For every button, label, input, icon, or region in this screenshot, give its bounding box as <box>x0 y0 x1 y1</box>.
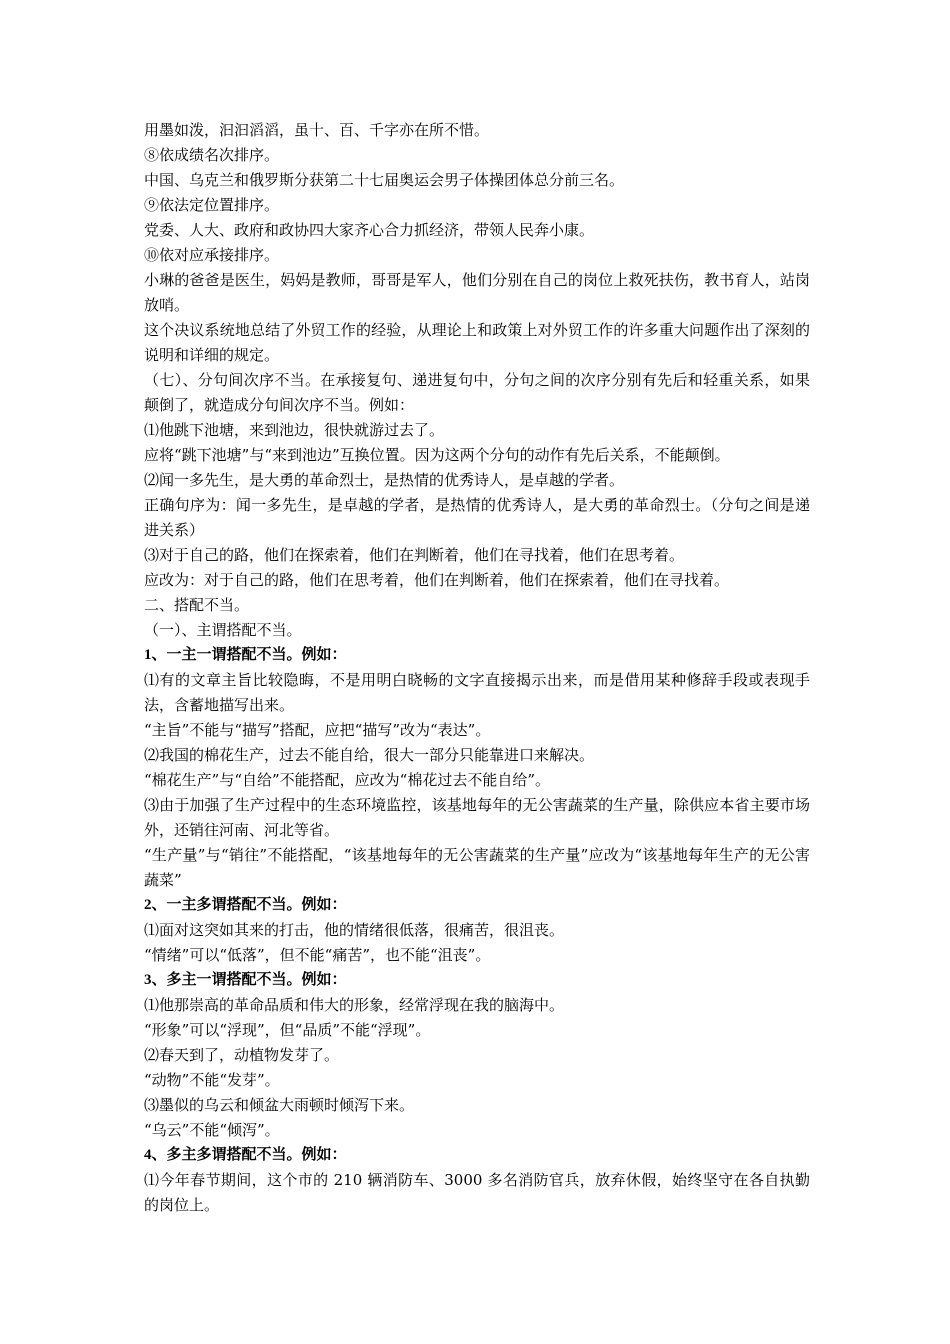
example-explanation: 正确句序为：闻一多先生，是卓越的学者，是热情的优秀诗人，是大勇的革命烈士。（分句之间是递进关系） <box>144 496 810 539</box>
example-sentence: ⑵我国的棉花生产，过去不能自给，很大一部分只能靠进口来解决。 <box>144 746 595 764</box>
example-explanation: “棉花生产”与“自给”不能搭配，应改为“棉花过去不能自给”。 <box>144 771 551 789</box>
example-explanation: “情绪”可以“低落”，但不能“痛苦”，也不能“沮丧”。 <box>144 946 491 964</box>
example-explanation: “形象”可以“浮现”，但“品质”不能“浮现”。 <box>144 1021 431 1039</box>
example-sentence: ⑵闻一多先生，是大勇的革命烈士，是热情的优秀诗人，是卓越的学者。 <box>144 471 625 489</box>
paragraph-line: 中国、乌克兰和俄罗斯分获第二十七届奥运会男子体操团体总分前三名。 <box>144 171 625 189</box>
numbered-heading: 2、一主多谓搭配不当。例如： <box>144 897 347 913</box>
example-explanation: 应改为：对于自己的路，他们在思考着，他们在判断着，他们在探索着，他们在寻找着。 <box>144 571 730 589</box>
paragraph-line: 用墨如泼，汩汩滔滔，虽十、百、千字亦在所不惜。 <box>144 121 490 139</box>
subsection-heading: （一）、主谓搭配不当。 <box>144 621 302 639</box>
paragraph-line: 小琳的爸爸是医生，妈妈是教师，哥哥是军人，他们分别在自己的岗位上救死扶伤，教书育人，站岗放哨。 <box>144 271 810 314</box>
example-explanation: “乌云”不能“倾泻”。 <box>144 1121 280 1139</box>
example-sentence: ⑶对于自己的路，他们在探索着，他们在判断着，他们在寻找着，他们在思考着。 <box>144 546 685 564</box>
example-explanation: “动物”不能“发芽”。 <box>144 1071 280 1089</box>
section-paragraph: （七）、分句间次序不当。在承接复句、递进复句中，分句之间的次序分别有先后和轻重关系，如果颠倒了，就造成分句间次序不当。例如： <box>144 371 810 414</box>
document-body <box>144 118 810 1218</box>
example-sentence: ⑶由于加强了生产过程中的生态环境监控，该基地每年的无公害蔬菜的生产量，除供应本省主要市场外，还销往河南、河北等省。 <box>144 796 810 839</box>
example-explanation: “主旨”不能与“描写”搭配，应把“描写”改为“表达”。 <box>144 721 491 739</box>
example-sentence: ⑴面对这突如其来的打击，他的情绪很低落，很痛苦，很沮丧。 <box>144 921 565 939</box>
numbered-heading: 3、多主一谓搭配不当。例如： <box>144 972 347 988</box>
numbered-heading: 1、一主一谓搭配不当。例如： <box>144 647 347 663</box>
numbered-heading: 4、多主多谓搭配不当。例如： <box>144 1147 347 1163</box>
list-item-heading: ⑧依成绩名次排序。 <box>144 146 280 164</box>
section-heading: 二、搭配不当。 <box>144 596 250 614</box>
example-explanation: 应将“跳下池塘”与“来到池边”互换位置。因为这两个分句的动作有先后关系，不能颠倒。 <box>144 446 730 464</box>
example-sentence: ⑵春天到了，动植物发芽了。 <box>144 1046 340 1064</box>
list-item-heading: ⑨依法定位置排序。 <box>144 196 280 214</box>
example-explanation: “生产量”与“销往”不能搭配，“该基地每年的无公害蔬菜的生产量”应改为“该基地每年生产的无公害蔬菜” <box>144 846 810 889</box>
example-sentence: ⑶墨似的乌云和倾盆大雨顿时倾泻下来。 <box>144 1096 415 1114</box>
example-sentence: ⑴有的文章主旨比较隐晦，不是用明白晓畅的文字直接揭示出来，而是借用某种修辞手段或表现手法，含蓄地描写出来。 <box>144 671 810 714</box>
example-sentence: ⑴今年春节期间，这个市的 210 辆消防车、3000 多名消防官兵，放弃休假，始终坚守在各自执勤的岗位上。 <box>144 1171 810 1214</box>
list-item-heading: ⑩依对应承接排序。 <box>144 246 280 264</box>
example-sentence: ⑴他跳下池塘，来到池边，很快就游过去了。 <box>144 421 445 439</box>
example-sentence: ⑴他那崇高的革命品质和伟大的形象，经常浮现在我的脑海中。 <box>144 996 565 1014</box>
paragraph-line: 党委、人大、政府和政协四大家齐心合力抓经济，带领人民奔小康。 <box>144 221 595 239</box>
paragraph-line: 这个决议系统地总结了外贸工作的经验，从理论上和政策上对外贸工作的许多重大问题作出了深刻的说明和详细的规定。 <box>144 321 810 364</box>
